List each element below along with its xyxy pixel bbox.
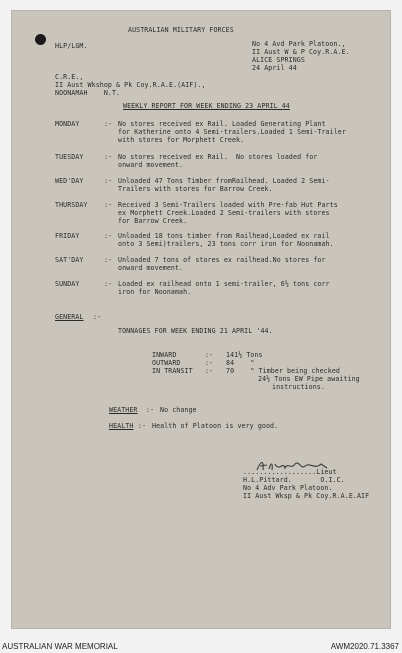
separator: :- [104, 201, 113, 209]
signature-dots: ..................Lieut [243, 468, 337, 476]
thursday-line-1: Received 3 Semi-Trailers loaded with Pre-fab Hut Parts [118, 201, 338, 209]
transit-value: 70 " Timber being checked [226, 367, 340, 375]
monday-line-3: with stores for Morphett Creek. [118, 136, 245, 144]
saturday-line-2: onward movement. [118, 264, 184, 272]
outward-label: OUTWARD [152, 359, 181, 367]
signatory-unit-2: II Aust Wksp & Pk Coy.R.A.E.AIF [243, 492, 370, 500]
from-line-4: 24 April 44 [252, 64, 297, 72]
separator: :- [104, 280, 113, 288]
to-line-1: C.R.E., [55, 73, 84, 81]
from-line-1: No 4 Avd Park Platoon., [252, 40, 346, 48]
weather-text: No change [160, 406, 197, 414]
from-line-3: ALICE SPRINGS [252, 56, 305, 64]
outward-value: 84 " [226, 359, 255, 367]
separator: :- [146, 406, 155, 414]
saturday-line-1: Unloaded 7 tons of stores ex railhead.No stores for [118, 256, 326, 264]
wednesday-line-2: Trailers with stores for Barrow Creek. [118, 185, 273, 193]
tuesday-line-1: No stores received ex Rail. No stores loaded for [118, 153, 318, 161]
signatory-name: H.L.Pittard. O.I.C. [243, 476, 345, 484]
day-label-thursday: THURSDAY [55, 201, 88, 209]
day-label-friday: FRIDAY [55, 232, 80, 240]
punch-hole [35, 34, 46, 45]
signatory-unit-1: No 4 Adv Park Platoon. [243, 484, 333, 492]
separator: :- [104, 256, 113, 264]
day-label-saturday: SAT'DAY [55, 256, 84, 264]
transit-note-2: instructions. [272, 383, 325, 391]
day-label-sunday: SUNDAY [55, 280, 80, 288]
friday-line-1: Unloaded 18 tons timber from Railhead,Loaded ex rail [118, 232, 330, 240]
weather-label: WEATHER [109, 406, 138, 414]
separator: :- [205, 359, 214, 367]
transit-label: IN TRANSIT [152, 367, 193, 375]
monday-line-2: for Katherine onto 4 Semi-trailers.Loaded 1 Semi-Trailer [118, 128, 346, 136]
inward-label: INWARD [152, 351, 177, 359]
transit-note-1: 24½ Tons EW Pipe awaiting [258, 375, 360, 383]
monday-line-1: No stores received ex Rail. Loaded Generating Plant [118, 120, 326, 128]
separator: :- [138, 422, 147, 430]
thursday-line-3: for Barrow Creek. [118, 217, 188, 225]
report-subject: WEEKLY REPORT FOR WEEK ENDING 23 APRIL 44 [123, 102, 290, 110]
general-label: GENERAL [55, 313, 84, 321]
day-label-wednesday: WED'DAY [55, 177, 84, 185]
separator: :- [104, 153, 113, 161]
to-line-2: II Aust Wkshop & Pk Coy.R.A.E.(AIF)., [55, 81, 206, 89]
tonnages-heading: TONNAGES FOR WEEK ENDING 21 APRIL '44. [118, 327, 273, 335]
friday-line-2: onto 3 Semi)trailers, 23 tons corr iron for Noonamah. [118, 240, 334, 248]
inward-value: 141½ Tons [226, 351, 263, 359]
separator: :- [205, 367, 214, 375]
tuesday-line-2: onward movement. [118, 161, 184, 169]
separator: :- [205, 351, 214, 359]
separator: :- [104, 120, 113, 128]
reference-number: HLP/LGM. [55, 42, 88, 50]
day-label-monday: MONDAY [55, 120, 80, 128]
thursday-line-2: ex Morphett Creek.Loaded 2 Semi-trailers with stores [118, 209, 330, 217]
sunday-line-1: Loaded ex railhead onto 1 semi-trailer, 6½ tons corr [118, 280, 330, 288]
to-line-3: NOONAMAH N.T. [55, 89, 121, 97]
separator: :- [93, 313, 102, 321]
sunday-line-2: iron for Noonamah. [118, 288, 192, 296]
accession-number: AWM2020.71.3367 [330, 642, 399, 651]
document-title: AUSTRALIAN MILITARY FORCES [128, 26, 234, 34]
wednesday-line-1: Unloaded 47 Tons Timber fromRailhead. Loaded 2 Semi- [118, 177, 330, 185]
institution-name: AUSTRALIAN WAR MEMORIAL [2, 642, 118, 651]
separator: :- [104, 177, 113, 185]
health-label: HEALTH [109, 422, 134, 430]
from-line-2: II Aust W & P Coy.R.A.E. [252, 48, 350, 56]
health-text: Health of Platoon is very good. [152, 422, 279, 430]
separator: :- [104, 232, 113, 240]
caption-bar [0, 641, 402, 653]
day-label-tuesday: TUESDAY [55, 153, 84, 161]
